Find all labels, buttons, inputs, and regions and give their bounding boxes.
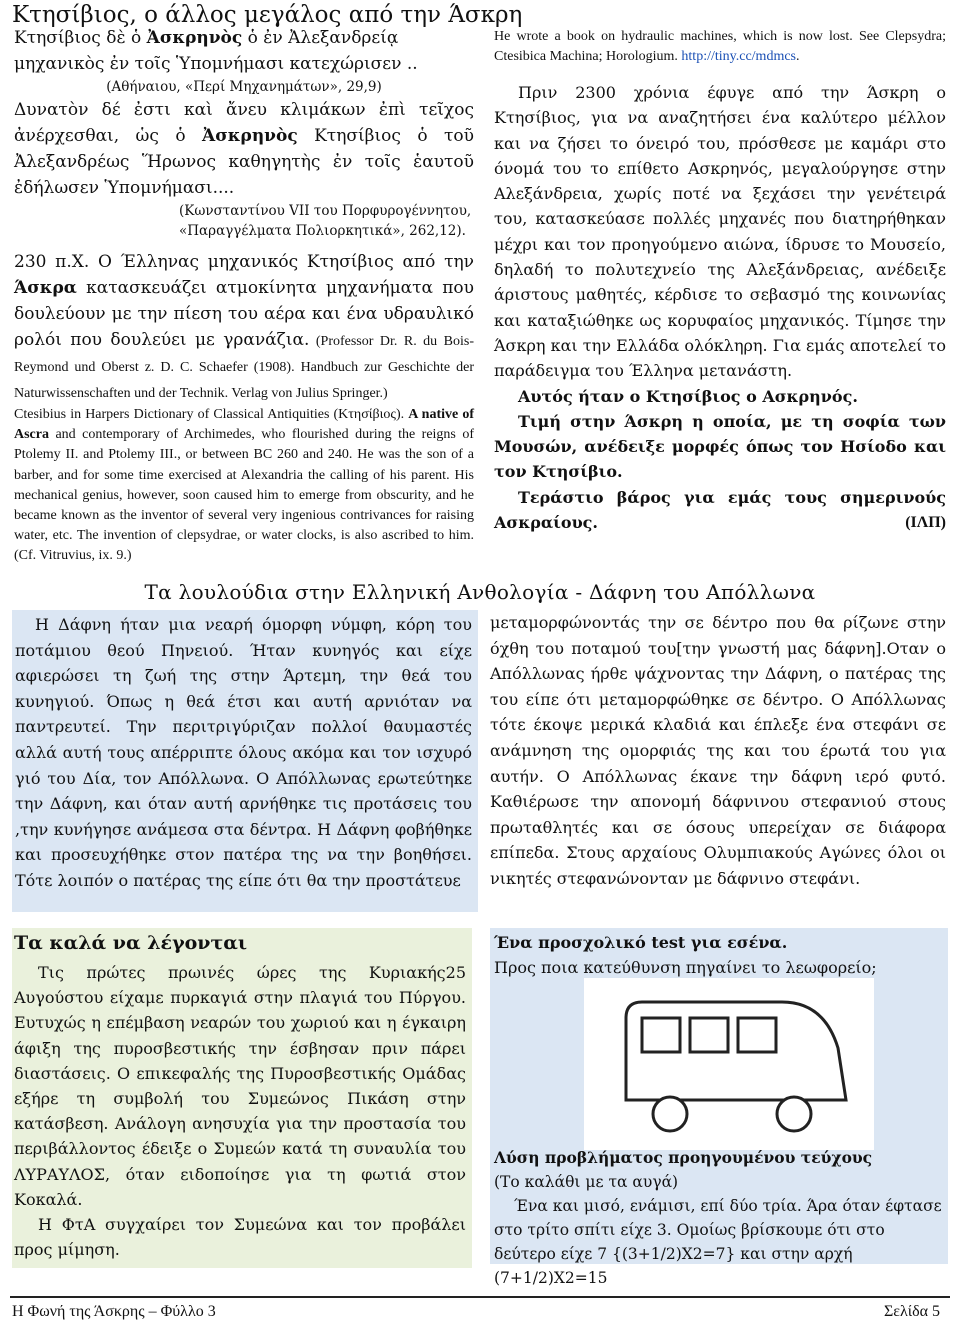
daphne-left-text: Η Δάφνη ήταν μια νεαρή όμορφη νύμφη, κόρη του ποτάμιου θεού Πηνειού. Ήταν κυνηγός και είχε αφιερώσει τη ζωή της στην Άρτεμη, την θεά του κυνηγιού. Όπως η θεά έτσι και αυτή αρνιόταν να παντρευτεί. Την περιτριγύριζαν πολλοί θαυμαστές αλλά αυτή τους απέρριπτε όλους ακόμα και τον ισχυρό γιό του Δία, τον Απόλλωνα. Ο Απόλλωνας ερωτεύτηκε την Δάφνη, και όταν αυτή αρνήθηκε τις προτάσεις του ,την κυνήγησε ανάμεσα στα δέντρα. Η Δάφνη φοβήθηκε και προσευχήθηκε στον πατέρα της να την βοηθήσει. Τότε λοιπόν ο πατέρας της είπε ότι θα την προστάτευε xyxy=(15,615,472,890)
bus-wheel-rear xyxy=(653,1097,687,1131)
quote-constantine-pre: Δυνατὸν δέ ἐστι καὶ ἄνευ κλιμάκων ἐπὶ τεῖχος ἀνέρχεσθαι, ὡς ὁ xyxy=(14,100,474,146)
quiz-question: Προς ποια κατεύθυνση πηγαίνει το λεωφορείο; xyxy=(494,958,877,977)
intro-paragraph xyxy=(14,249,474,405)
english-post: and contemporary of Archimedes, who flourished during the reigns of Ptolemy II. and Ptolemy III., or between BC 260 and 240. He was the son of a barber, and for some time exercised at Alexandria the calling of his parent. His mechanical genius, however, soon caused him to emerge from obscurity, and he became known as the inventor of several very ingenious contrivances for raising water, etc. The invention of clepsydrae, or water clocks, is also ascribed to him. (Cf. Vitruvius, ix. 9.) xyxy=(14,427,474,564)
good-news-paragraph-2: Η ΦτΑ συγχαίρει τον Συμεώνα και τον προβάλει προς μίμηση. xyxy=(14,1215,466,1260)
bus-illustration xyxy=(584,978,874,1150)
daphne-story-right xyxy=(490,610,946,892)
intro-date: 230 π.Χ. xyxy=(14,252,98,272)
quote-constantine xyxy=(14,97,474,201)
english-bold: A native of Ascra xyxy=(14,407,474,443)
quote-athenaeus-bold: Ἀσκρηνὸς xyxy=(146,28,243,48)
intro-text-bold: Άσκρα xyxy=(14,278,77,298)
article-paragraph-2 xyxy=(494,384,946,409)
intro-text-pre: Ο Έλληνας μηχανικός Κτησίβιος από την xyxy=(98,252,474,272)
footer-publication: Η Φωνή της Άσκρης – Φύλλο 3 xyxy=(12,1303,216,1320)
article-paragraph-2-bold: Αυτός ήταν ο Κτησίβιος ο Ασκρηνός. xyxy=(518,386,858,406)
source-athenaeus: (Αθήναιου, «Περί Μηχανημάτων», 29,9) xyxy=(106,79,382,95)
solution-title-bold: Λύση προβλήματος προηγουμένου τεύχους xyxy=(494,1148,873,1167)
good-news-title: Τα καλά να λέγονται xyxy=(14,932,248,954)
solution-text: Ένα και μισό, ενάμισι, επί δύο τρία. Άρα όταν έφτασε στο τρίτο σπίτι είχε 3. Ομοίως βρίσκουμε ότι στο δεύτερο είχε 7 {(3+1/2)Χ2=7} και στην αρχή (7+1/2)Χ2=15 xyxy=(494,1197,942,1287)
article-paragraph-3-bold: Τιμή στην Άσκρη η οποία, με τη σοφία των Μουσών, ανέδειξε μορφές όπως τον Ησίοδο και τον Κτησίβιο. xyxy=(494,411,946,482)
quiz-title: Ένα προσχολικό test για εσένα. xyxy=(494,933,788,952)
english-pre: Ctesibius in Harpers Dictionary of Classical Antiquities (Κτησίβιος). xyxy=(14,407,409,422)
intro-reference: (Professor Dr. R. du Bois-Reymond und Oberst z. D. C. Schaefer (1908). Handbuch zur Geschichte der Naturwissenschaften und der Technik. Verlag von Julius Springer.) xyxy=(14,334,474,401)
quote-constantine-bold: Ἀσκρηνὸς xyxy=(202,126,298,146)
english-continuation-tail: . xyxy=(796,49,800,64)
article-signature: (ΙΛΠ) xyxy=(905,514,946,532)
previous-solution xyxy=(494,1146,946,1290)
quote-athenaeus xyxy=(14,25,474,77)
article-paragraph-4-bold: Τεράστιο βάρος για εμάς τους σημερινούς Ασκραίους. xyxy=(494,487,946,533)
source-constantine-b: «Παραγγέλματα Πολιορκητικά», 262,12). xyxy=(179,223,466,239)
quiz-heading xyxy=(494,930,944,980)
source-constantine-a: (Κωνσταντίνου VII του Πορφυρογέννητου, xyxy=(179,203,472,219)
footer-page-number: Σελίδα 5 xyxy=(883,1303,940,1320)
quote-athenaeus-pre: Κτησίβιος δὲ ὁ xyxy=(14,28,147,48)
article-paragraph-3 xyxy=(494,409,946,485)
daphne-right-text: μεταμορφώνοντάς την σε δέντρο που θα ρίζωνε στην όχθη του ποταμού του[την γνωστή μας δάφνη].Οταν ο Απόλλωνας ήρθε ψάχνοντας την Δάφνη, ο πατέρας της του είπε ότι μεταμορφώθηκε σε δέντρο. Ο Απόλλωνας τότε έκοψε μερικά κλαδιά και έπλεξε ένα στεφάνι σε ανάμνηση της ομορφιάς της και του έρωτά του για αυτήν. Ο Απόλλωνας έκανε την δάφνη ιερό φυτό. Καθιέρωσε την απονομή δάφνινου στεφανιού στους πρωταθλητές και σε όσους υπερείχαν σε διάφορα επίπεδα. Στους αρχαίους Ολυμπιακούς Αγώνες όλοι οι νικητές στεφανώνονταν με δάφνινο στεφάνι. xyxy=(490,613,946,888)
english-continuation-text: He wrote a book on hydraulic machines, which is now lost. See Clepsydra; Ctesibica Machina; Horologium. xyxy=(494,29,946,64)
good-news-box xyxy=(12,928,472,1268)
footer-divider xyxy=(10,1296,950,1298)
ctesibius-greek-article xyxy=(494,80,946,535)
bus-wheel-front xyxy=(777,1097,811,1131)
english-continuation xyxy=(494,27,946,67)
bus-window-3 xyxy=(738,1018,776,1052)
quote-athenaeus-line2: μηχανικὸς ἐν τοῖς Ὑπομνήμασι κατεχώρισεν .. xyxy=(14,54,418,74)
intro-text-post: κατασκευάζει ατμοκίνητα μηχανήματα που δουλεύουν με την πίεση του αέρα και ένα υδραυλικό ρολόι που δουλεύει με γρανάζια. xyxy=(14,278,474,350)
flowers-section-title: Τα λουλούδια στην Ελληνική Ανθολογία - Δάφνη του Απόλλωνα xyxy=(144,580,816,604)
good-news-paragraph-1: Τις πρώτες πρωινές ώρες της Κυριακής25 Αυγούστου είχαμε πυρκαγιά στην πλαγιά του Πύργου. Ευτυχώς η επέμβαση νεαρών του χωριού και η έγκαιρη άφιξη της πυροσβεστικής την έσβησαν πριν πάρει διαστάσεις. Ο επικεφαλής της Πυροσβεστικής Ομάδας εξήρε τη συμβολή του Συμεώνος Πικάση στην κατάσβεση. Ανάλογη ανησυχία για την προστασία του περιβάλλοντος έδειξε ο Συμεών κατά τη συναυλία του ΛΥΡΑΥΛΟΣ, όταν ειδοποίησε για τη φωτιά στον Κοκαλά. xyxy=(14,963,466,1209)
quiz-box xyxy=(490,928,948,1287)
greek-quotes-column xyxy=(14,25,474,567)
quote-athenaeus-post: ὁ ἐν Ἀλεξανδρείᾳ xyxy=(242,28,399,48)
english-paragraph xyxy=(14,405,474,567)
bus-icon xyxy=(584,978,874,1150)
page-title: Κτησίβιος, ο άλλος μεγάλος από την Άσκρη xyxy=(12,2,523,28)
daphne-story-left xyxy=(12,610,478,912)
bus-window-1 xyxy=(642,1018,680,1052)
solution-question: (Το καλάθι με τα αυγά) xyxy=(494,1173,679,1191)
bus-window-2 xyxy=(690,1018,728,1052)
article-paragraph-4 xyxy=(494,485,946,536)
quote-constantine-post: Κτησίβιος ὁ τοῦ Ἀλεξανδρέως Ἥρωνος καθηγητὴς ἐν τοῖς ἑαυτοῦ ἐδήλωσεν Ὑπομνήμασι.... xyxy=(14,126,474,198)
solution-title xyxy=(494,1146,946,1170)
tiny-url-link[interactable]: http://tiny.cc/mdmcs xyxy=(681,49,796,64)
article-paragraph-1: Πριν 2300 χρόνια έφυγε από την Άσκρη ο Κτησίβιος, για να αναζητήσει ένα καλύτερο μέλλον και να ζήσει το όνειρό του, πρόσθεσε με καμάρι στο όνομά του το επίθετο Ασκρηνός, μεγαλούργησε στην Αλεξάνδρεια, χωρίς ποτέ να ξεχάσει την γενέτειρά του, κατασκεύασε πολλές μηχανές που διατηρήθηκαν μέχρι και τον προηγούμενο αιώνα, ίδρυσε το Μουσείο, δηλαδή το πολυτεχνείο της Αλεξάνδρειας, ανέδειξε άριστους μαθητές, κέρδισε το σεβασμό της κοινωνίας και καταξιώθηκε ως κορυφαίος μηχανικός. Τίμησε την Άσκρη και την Ελλάδα ολόκληρη. Για εμάς αποτελεί το παράδειγμα του Έλληνα μετανάστη. xyxy=(494,83,946,381)
